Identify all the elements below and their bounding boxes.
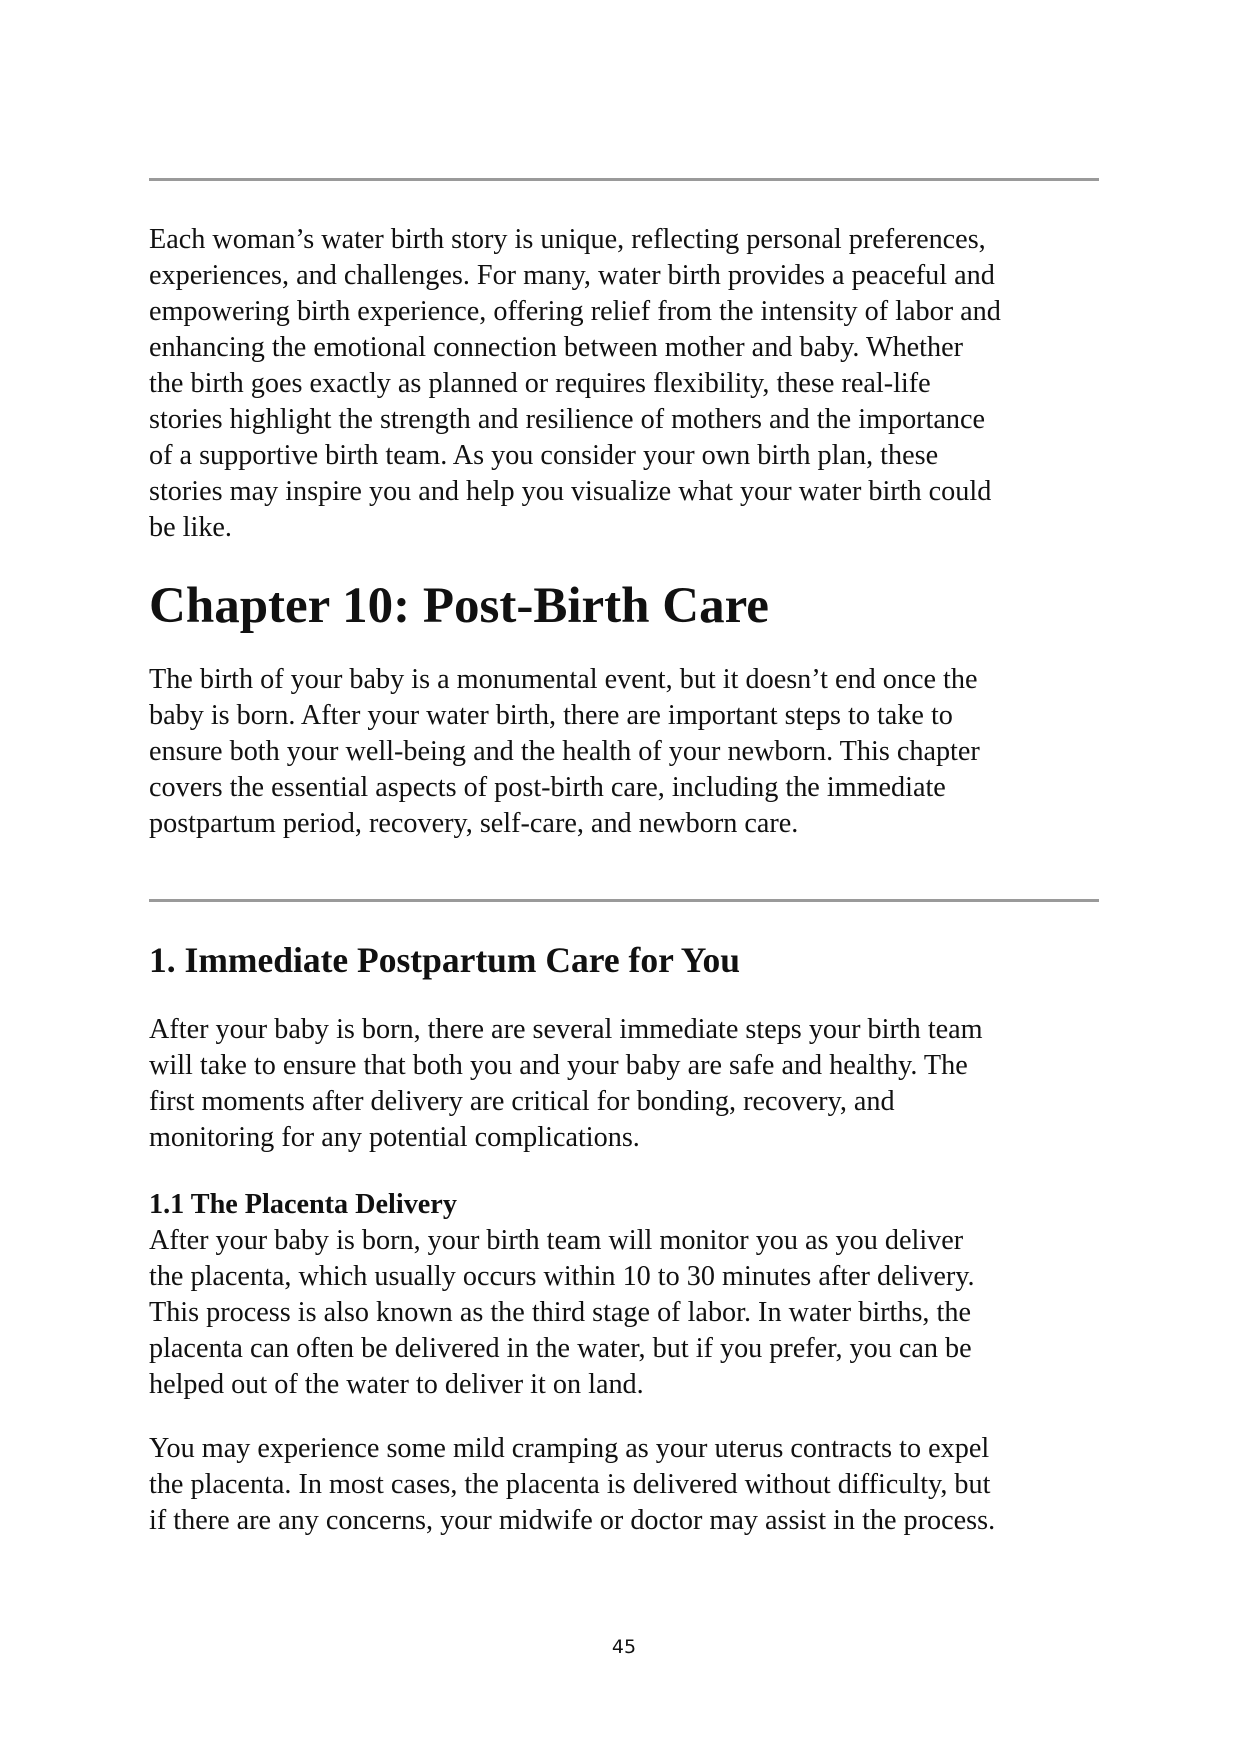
page-number: 45	[611, 1636, 637, 1658]
subsection-paragraph-1: After your baby is born, your birth team will monitor you as you deliver the placenta, which usually occurs within 10 to 30 minutes after delivery. This process is also known as the third stage of labor. In water births, the placenta can often be delivered in the water, but if you prefer, you can be helped out of the water to deliver it on land.	[149, 1225, 975, 1400]
section-divider	[149, 899, 1099, 902]
section-title: 1. Immediate Postpartum Care for You	[149, 940, 740, 980]
intro-paragraph: Each woman’s water birth story is unique, reflecting personal preferences, experiences, and challenges. For many, water birth provides a peaceful and empowering birth experience, offering relief from the intensity of labor and enhancing the emotional connection between mother and baby. Whether the birth goes exactly as planned or requires flexibility, these real-life stories highlight the strength and resilience of mothers and the importance of a supportive birth team. As you consider your own birth plan, these stories may inspire you and help you visualize what your water birth could be like.	[149, 224, 1001, 543]
chapter-title: Chapter 10: Post-Birth Care	[149, 578, 769, 634]
section-paragraph: After your baby is born, there are several immediate steps your birth team will take to ensure that both you and your baby are safe and healthy. The first moments after delivery are critical for bonding, recovery, and monitoring for any potential complications.	[149, 1014, 983, 1153]
chapter-intro-paragraph: The birth of your baby is a monumental event, but it doesn’t end once the baby is born. After your water birth, there are important steps to take to ensure both your well-being and the health of your newborn. This chapter covers the essential aspects of post-birth care, including the immediate postpartum period, recovery, self-care, and newborn care.	[149, 664, 980, 839]
top-divider	[149, 178, 1099, 181]
subsection-paragraph-2: You may experience some mild cramping as your uterus contracts to expel the placenta. In most cases, the placenta is delivered without difficulty, but if there are any concerns, your midwife or doctor may assist in the process.	[149, 1433, 996, 1536]
subsection-title: 1.1 The Placenta Delivery	[149, 1189, 457, 1220]
